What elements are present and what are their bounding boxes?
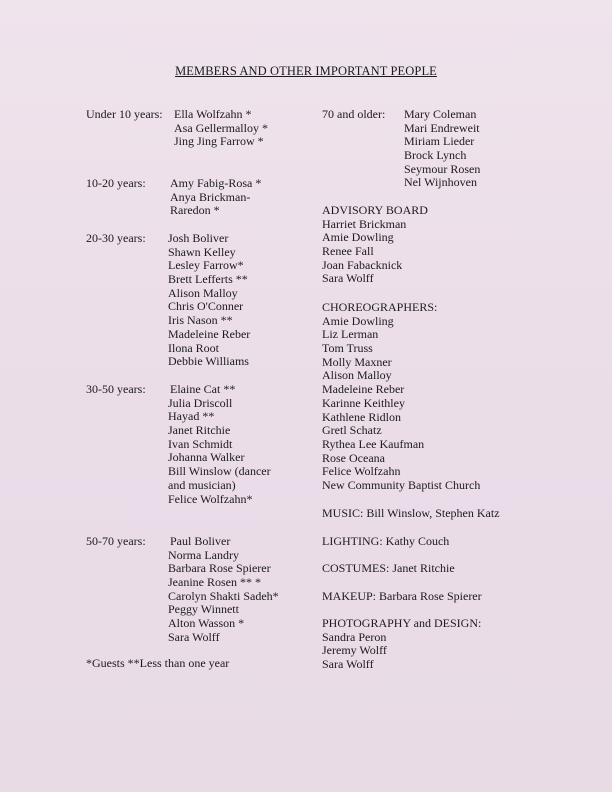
member-name: Molly Maxner <box>322 354 392 369</box>
member-name: Madeleine Reber <box>168 326 251 341</box>
member-name: Johanna Walker <box>168 450 245 465</box>
member-name: Gretl Schatz <box>322 423 382 438</box>
member-name: Hayad ** <box>168 409 215 424</box>
group-names <box>168 535 279 645</box>
member-name: Amie Dowling <box>322 313 394 328</box>
member-name: Raredon * <box>170 203 220 218</box>
group-label: 50-70 years: <box>86 534 146 548</box>
member-name: Joan Fabacknick <box>322 257 403 272</box>
group-names <box>404 108 480 190</box>
page-title: MEMBERS AND OTHER IMPORTANT PEOPLE <box>175 64 437 78</box>
member-name: Barbara Rose Spierer <box>168 561 271 576</box>
credit-lighting: LIGHTING: Kathy Couch <box>322 534 450 548</box>
member-name: Debbie Williams <box>168 354 249 369</box>
section-list <box>322 631 387 672</box>
member-name: Miriam Lieder <box>404 134 475 149</box>
member-name: Jeanine Rosen ** * <box>168 575 261 590</box>
member-name: Sara Wolff <box>322 271 374 286</box>
member-name: and musician) <box>168 477 236 492</box>
group-names <box>174 108 268 149</box>
member-name: Nel Wijnhoven <box>404 175 477 190</box>
member-name: Sandra Peron <box>322 629 387 644</box>
member-name: Amie Dowling <box>322 230 394 245</box>
member-name: Elaine Cat ** <box>170 382 236 396</box>
member-name: Alison Malloy <box>168 285 238 300</box>
credit-music: MUSIC: Bill Winslow, Stephen Katz <box>322 506 500 520</box>
group-label: 70 and older: <box>322 107 386 121</box>
member-name: Alton Wasson * <box>168 616 245 631</box>
member-name: Rythea Lee Kaufman <box>322 436 425 451</box>
member-name: Asa Gellermalloy * <box>174 120 268 135</box>
member-name: Amy Fabig-Rosa * <box>170 176 262 190</box>
member-name: Sara Wolff <box>168 629 220 644</box>
member-name: Alison Malloy <box>322 368 392 383</box>
member-name: Harriet Brickman <box>322 216 407 231</box>
member-name: Jeremy Wolff <box>322 643 387 658</box>
member-name: Felice Wolfzahn <box>322 464 401 479</box>
member-name: Iris Nason ** <box>168 313 233 328</box>
member-name: Mari Endreweit <box>404 120 480 135</box>
member-name: Bill Winslow (dancer <box>168 464 271 479</box>
section-list <box>322 315 480 493</box>
member-name: Carolyn Shakti Sadeh* <box>168 588 279 603</box>
member-name: Seymour Rosen <box>404 161 481 176</box>
group-label: 30-50 years: <box>86 382 146 396</box>
member-name: Peggy Winnett <box>168 602 239 617</box>
group-label: Under 10 years: <box>86 107 163 121</box>
member-name: Brett Lefferts ** <box>168 272 248 287</box>
member-name: Felice Wolfzahn* <box>168 491 253 506</box>
member-name: Lesley Farrow* <box>168 258 244 273</box>
member-name: Janet Ritchie <box>168 423 231 438</box>
member-name: Karinne Keithley <box>322 395 405 410</box>
footnote: *Guests **Less than one year <box>86 656 230 670</box>
member-name: Anya Brickman- <box>170 189 251 204</box>
credit-costumes: COSTUMES: Janet Ritchie <box>322 561 455 575</box>
section-heading: ADVISORY BOARD <box>322 203 428 217</box>
member-name: New Community Baptist Church <box>322 477 481 492</box>
member-name: Shawn Kelley <box>168 244 236 259</box>
member-name: Josh Boliver <box>168 231 229 245</box>
member-name: Norma Landry <box>168 547 239 562</box>
member-name: Paul Boliver <box>170 534 231 548</box>
group-label: 10-20 years: <box>86 176 146 190</box>
member-name: Rose Oceana <box>322 450 385 465</box>
section-heading: CHOREOGRAPHERS: <box>322 300 438 314</box>
member-name: Renee Fall <box>322 244 374 259</box>
member-name: Julia Driscoll <box>168 395 233 410</box>
member-name: Ivan Schmidt <box>168 436 233 451</box>
group-names <box>168 232 250 369</box>
member-name: Brock Lynch <box>404 148 467 163</box>
section-list <box>322 218 406 286</box>
group-names <box>168 383 271 506</box>
credit-makeup: MAKEUP: Barbara Rose Spierer <box>322 589 482 603</box>
member-name: Chris O'Conner <box>168 299 244 314</box>
group-names <box>170 177 261 218</box>
member-name: Jing Jing Farrow * <box>174 134 264 149</box>
member-name: Madeleine Reber <box>322 382 405 397</box>
member-name: Sara Wolff <box>322 657 374 672</box>
group-label: 20-30 years: <box>86 231 146 245</box>
member-name: Kathlene Ridlon <box>322 409 401 424</box>
section-heading: PHOTOGRAPHY and DESIGN: <box>322 616 482 630</box>
member-name: Ella Wolfzahn * <box>174 107 252 121</box>
member-name: Ilona Root <box>168 340 219 355</box>
member-name: Mary Coleman <box>404 107 477 121</box>
member-name: Liz Lerman <box>322 327 379 342</box>
member-name: Tom Truss <box>322 341 373 356</box>
